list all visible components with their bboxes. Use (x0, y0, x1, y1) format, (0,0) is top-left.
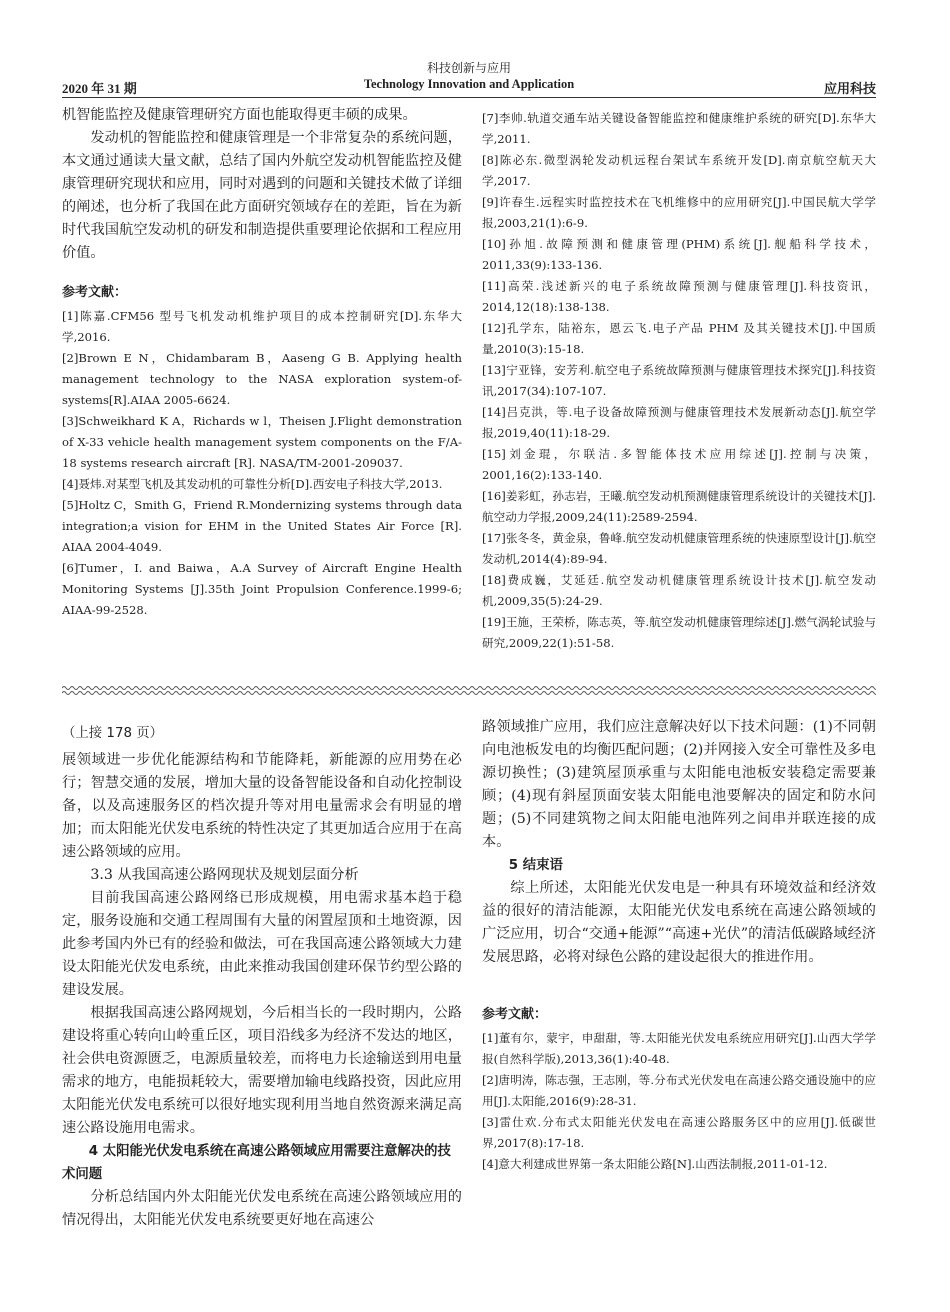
bottom-right-column (482, 716, 876, 1175)
paragraph: 综上所述，太阳能光伏发电是一种具有环境效益和经济效益的很好的清洁能源，太阳能光伏发电系统在高速公路领域的广泛应用，切合“交通+能源”“高速+光伏”的清洁低碳路域经济发展思路，必将对绿色公路的建设起很大的推进作用。 (482, 880, 876, 965)
continued-note: （上接 178 页） (62, 726, 164, 741)
section-label: 应用科技 (823, 82, 876, 97)
reference-item: [4]意大利建成世界第一条太阳能公路[N].山西法制报,2011-01-12. (482, 1157, 828, 1171)
reference-item: [12]孔学东，陆裕东，恩云飞.电子产品 PHM 及其关键技术[J].中国质量,2010(3):15-18. (482, 321, 876, 356)
reference-item: [2]唐明涛，陈志强，王志刚，等.分布式光伏发电在高速公路交通设施中的应用[J].太阳能,2016(9):28-31. (482, 1073, 876, 1108)
references-heading: 参考文献： (62, 285, 128, 300)
reference-item: [11]高荣.浅述新兴的电子系统故障预测与健康管理[J].科技资讯，2014,12(18):138-138. (482, 279, 876, 314)
section-heading: 4 太阳能光伏发电系统在高速公路领域应用需要注意解决的技术问题 (62, 1144, 451, 1182)
journal-title-en: Technology Innovation and Application (363, 77, 575, 91)
reference-list (482, 108, 876, 654)
paragraph: 根据我国高速公路网规划，今后相当长的一段时期内，公路建设将重心转向山岭重丘区，项目沿线多为经济不发达的地区，社会供电资源匮乏，电源质量较差，而将电力长途输送到用电量需求的地方，电能损耗较大，需要增加输电线路投资，因此应用太阳能光伏发电系统可以很好地实现利用当地自然资源来满足高速公路设施用电需求。 (62, 1005, 462, 1136)
reference-item: [15]刘金琨，尔联洁.多智能体技术应用综述[J].控制与决策，2001,16(2):133-140. (482, 447, 876, 482)
section-heading: 5 结束语 (508, 858, 563, 873)
header-rule (62, 97, 876, 98)
journal-title (62, 60, 876, 92)
top-left-column (62, 104, 462, 621)
reference-item: [8]陈必东.微型涡轮发动机远程台架试车系统开发[D].南京航空航天大学,2017. (482, 153, 876, 188)
paragraph: 机智能监控及健康管理研究方面也能取得更丰硕的成果。 (62, 107, 417, 123)
reference-item: [4]聂炜.对某型飞机及其发动机的可靠性分析[D].西安电子科技大学,2013. (62, 477, 443, 491)
subsection-heading: 3.3 从我国高速公路网现状及规划层面分析 (90, 867, 359, 883)
reference-item: [9]许春生.远程实时监控技术在飞机维修中的应用研究[J].中国民航大学学报,2003,21(1):6-9. (482, 195, 876, 230)
bottom-left-column (62, 722, 462, 1232)
reference-list (62, 306, 462, 621)
reference-item: [13]宁亚锋，安芳利.航空电子系统故障预测与健康管理技术探究[J].科技资讯,2017(34):107-107. (482, 363, 876, 398)
paragraph: 路领域推广应用，我们应注意解决好以下技术问题：(1)不同朝向电池板发电的均衡匹配问题；(2)并网接入安全可靠性及多电源切换性；(3)建筑屋顶承重与太阳能电池板安装稳定需要兼顾；(4)现有斜屋顶面安装太阳能电池要解决的固定和防水问题；(5)不同建筑物之间太阳能电池阵列之间串并联连接的成本。 (482, 719, 876, 850)
reference-item: [17]张冬冬，黄金泉，鲁峰.航空发动机健康管理系统的快速原型设计[J].航空发动机,2014(4):89-94. (482, 531, 876, 566)
reference-item: [1]陈嘉.CFM56 型号飞机发动机维护项目的成本控制研究[D].东华大学,2016. (62, 309, 462, 344)
reference-item: [5]Holtz C，Smith G，Friend R.Mondernizing systems through data integration;a vision for EHM in the United States Air Force [R]. AIAA 2004-4049. (62, 498, 462, 554)
paragraph: 分析总结国内外太阳能光伏发电系统在高速公路领域应用的情况得出，太阳能光伏发电系统要更好地在高速公 (62, 1189, 462, 1228)
paragraph: 展领域进一步优化能源结构和节能降耗，新能源的应用势在必行；智慧交通的发展，增加大量的设备智能设备和自动化控制设备，以及高速服务区的档次提升等对用电量需求会有明显的增加；而太阳能光伏发电系统的特性决定了其更加适合应用于在高速公路领域的应用。 (62, 752, 462, 860)
reference-item: [18]费成巍，艾延廷.航空发动机健康管理系统设计技术[J].航空发动机,2009,35(5):24-29. (482, 573, 876, 608)
reference-item: [1]董有尔，蒙宇，申甜甜，等.太阳能光伏发电系统应用研究[J].山西大学学报(自然科学版),2013,36(1):40-48. (482, 1031, 876, 1066)
top-right-column (482, 108, 876, 654)
reference-item: [14]吕克洪，等.电子设备故障预测与健康管理技术发展新动态[J].航空学报,2019,40(11):18-29. (482, 405, 876, 440)
reference-item: [19]王施，王荣桥，陈志英，等.航空发动机健康管理综述[J].燃气涡轮试验与研究,2009,22(1):51-58. (482, 615, 876, 650)
reference-item: [6]Tumer，I. and Baiwa，A.A Survey of Aircraft Engine Health Monitoring Systems [J].35th Joint Propulsion Conference.1999-6; AIAA-99-2528. (62, 561, 462, 617)
issue-label: 2020 年 31 期 (62, 81, 137, 96)
journal-title-cn: 科技创新与应用 (426, 61, 511, 75)
reference-item: [3]雷仕欢.分布式太阳能光伏发电在高速公路服务区中的应用[J].低碳世界,2017(8):17-18. (482, 1115, 876, 1150)
references-heading: 参考文献： (482, 1007, 548, 1022)
reference-item: [10]孙旭.故障预测和健康管理(PHM)系统[J].舰船科学技术，2011,33(9):133-136. (482, 237, 876, 272)
reference-item: [3]Schweikhard K A，Richards w l，Theisen J.Flight demonstration of X-33 vehicle health management system components on the F/A-18 systems research aircraft [R]. NASA/TM-2001-209037. (62, 414, 462, 470)
wavy-divider (62, 684, 876, 698)
reference-item: [16]姜彩虹，孙志岩，王曦.航空发动机预测健康管理系统设计的关键技术[J].航空动力学报,2009,24(11):2589-2594. (482, 489, 876, 524)
reference-list (482, 1028, 876, 1175)
paragraph: 发动机的智能监控和健康管理是一个非常复杂的系统问题，本文通过通读大量文献，总结了国内外航空发动机智能监控及健康管理研究现状和应用，同时对遇到的问题和关键技术做了详细的阐述，也分析了我国在此方面研究领域存在的差距，旨在为新时代我国航空发动机的研发和制造提供重要理论依据和工程应用价值。 (62, 130, 462, 261)
page-header (62, 60, 876, 100)
reference-item: [2]Brown E N，Chidambaram B，Aaseng G B. Applying health management technology to the NASA exploration system-of-systems[R].AIAA 2005-6624. (62, 351, 462, 407)
reference-item: [7]李帅.轨道交通车站关键设备智能监控和健康维护系统的研究[D].东华大学,2011. (482, 111, 876, 146)
paragraph: 目前我国高速公路网络已形成规模，用电需求基本趋于稳定，服务设施和交通工程周围有大量的闲置屋顶和土地资源，因此参考国内外已有的经验和做法，可在我国高速公路领域大力建设太阳能光伏发电系统，由此来推动我国创建环保节约型公路的建设发展。 (62, 890, 462, 998)
